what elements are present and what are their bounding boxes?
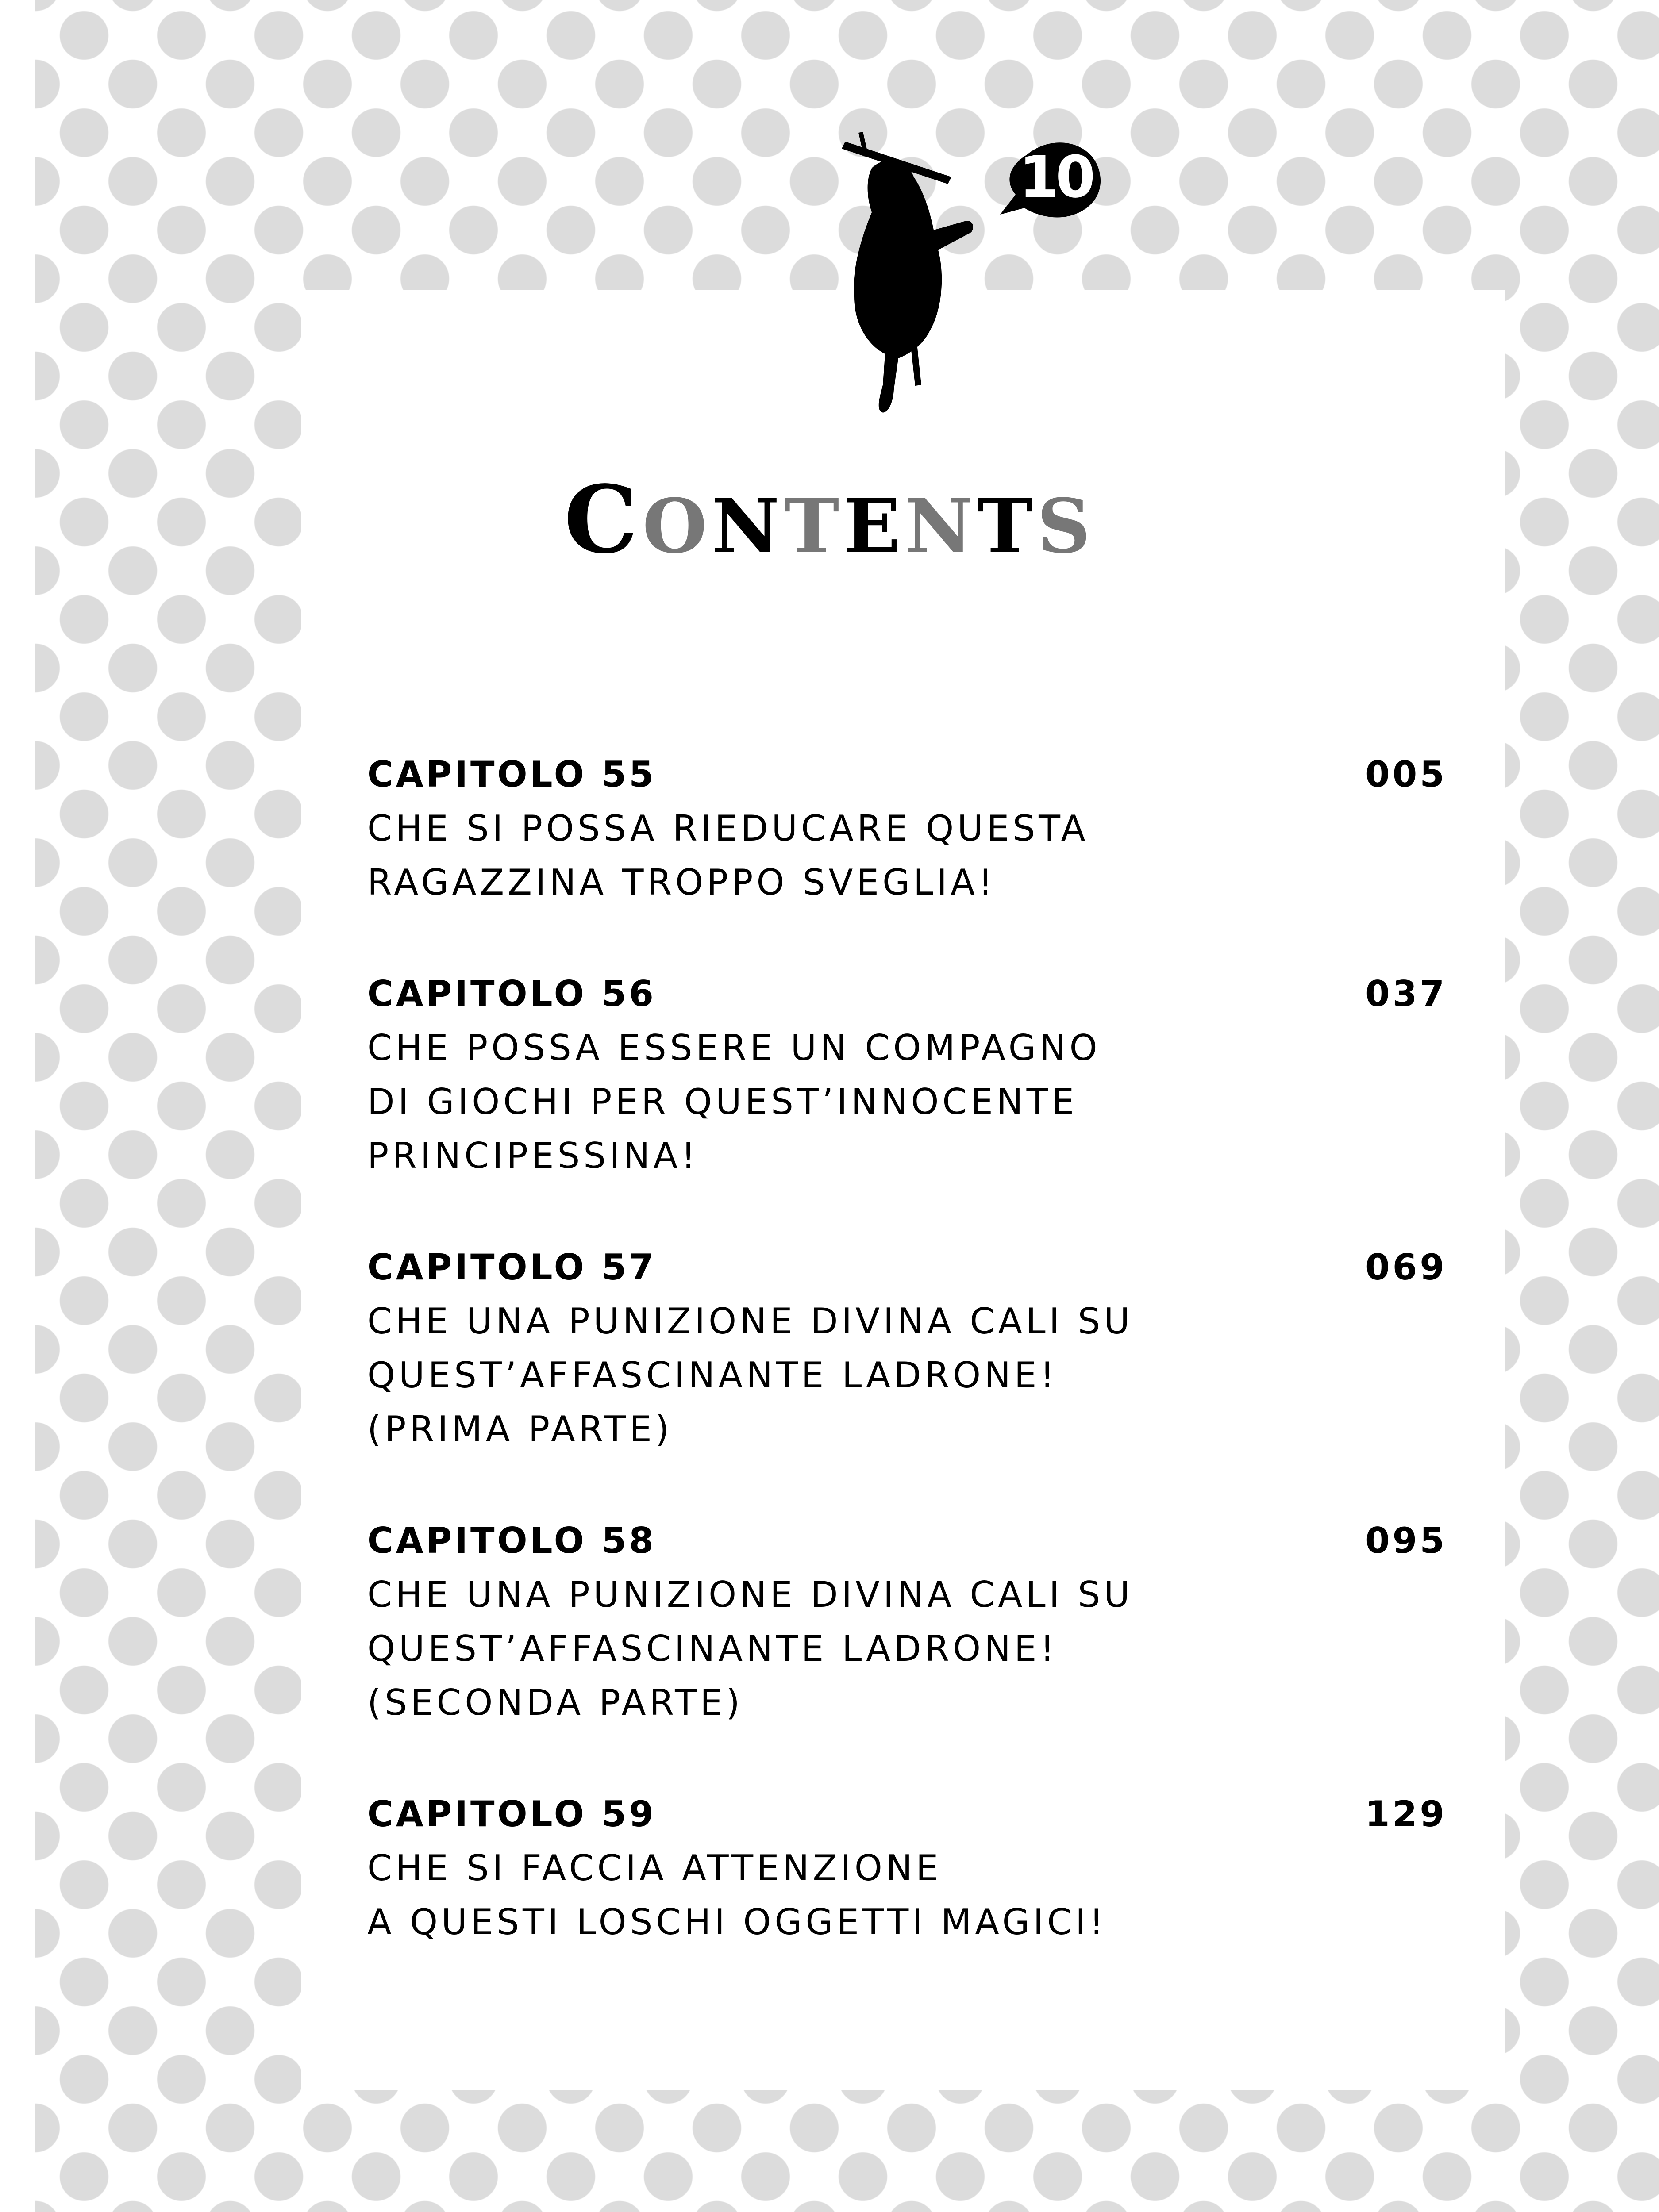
chapter-header xyxy=(367,1240,1447,1294)
chapter-title-line: QUEST’AFFASCINANTE LADRONE! xyxy=(367,1355,1058,1396)
chapter-title-line: DI GIOCHI PER QUEST’INNOCENTE xyxy=(367,1081,1078,1122)
chapter-title-line: CHE SI FACCIA ATTENZIONE xyxy=(367,1847,942,1889)
chapter-header xyxy=(367,1787,1447,1841)
table-of-contents xyxy=(367,748,1447,2007)
chapter-title-line: A QUESTI LOSCHI OGGETTI MAGICI! xyxy=(367,1901,1107,1943)
chapter-title-line: CHE UNA PUNIZIONE DIVINA CALI SU xyxy=(367,1574,1133,1615)
chapter-title-line: RAGAZZINA TROPPO SVEGLIA! xyxy=(367,862,996,903)
chapter-page-number: 005 xyxy=(1365,754,1447,795)
title-letter: T xyxy=(784,482,844,570)
chapter-title-line: CHE SI POSSA RIEDUCARE QUESTA xyxy=(367,808,1089,849)
chapter-label: CAPITOLO 56 xyxy=(367,973,656,1014)
chapter-header xyxy=(367,967,1447,1021)
chapter-title-line: CHE UNA PUNIZIONE DIVINA CALI SU xyxy=(367,1301,1133,1342)
chapter-entry xyxy=(367,748,1447,910)
chapter-header xyxy=(367,1514,1447,1568)
title-letter: N xyxy=(711,482,784,570)
chapter-label: CAPITOLO 58 xyxy=(367,1520,656,1561)
chapter-page-number: 069 xyxy=(1365,1247,1447,1288)
chapter-title-line: QUEST’AFFASCINANTE LADRONE! xyxy=(367,1628,1058,1669)
title-letter: T xyxy=(977,482,1037,570)
title-letter: N xyxy=(905,482,978,570)
chapter-entry xyxy=(367,1240,1447,1456)
chapter-page-number: 037 xyxy=(1365,973,1447,1014)
chapter-title-line: PRINCIPESSINA! xyxy=(367,1135,699,1176)
chapter-title-line: (SECONDA PARTE) xyxy=(367,1682,743,1723)
chapter-title-line: (PRIMA PARTE) xyxy=(367,1409,673,1450)
warrior-silhouette-icon xyxy=(819,124,1102,425)
title-letter: O xyxy=(642,482,712,570)
chapter-page-number: 129 xyxy=(1365,1793,1447,1835)
title-letter: C xyxy=(564,465,643,574)
page-title xyxy=(0,465,1659,574)
chapter-label: CAPITOLO 59 xyxy=(367,1793,656,1835)
chapter-entry xyxy=(367,1514,1447,1730)
chapter-entry xyxy=(367,1787,1447,1949)
title-letter: E xyxy=(843,482,905,570)
chapter-page-number: 095 xyxy=(1365,1520,1447,1561)
title-letter: S xyxy=(1037,482,1095,570)
chapter-label: CAPITOLO 57 xyxy=(367,1247,656,1288)
chapter-entry xyxy=(367,967,1447,1183)
chapter-header xyxy=(367,748,1447,802)
volume-number: 10 xyxy=(1019,143,1092,211)
chapter-label: CAPITOLO 55 xyxy=(367,754,656,795)
chapter-title-line: CHE POSSA ESSERE UN COMPAGNO xyxy=(367,1027,1101,1068)
